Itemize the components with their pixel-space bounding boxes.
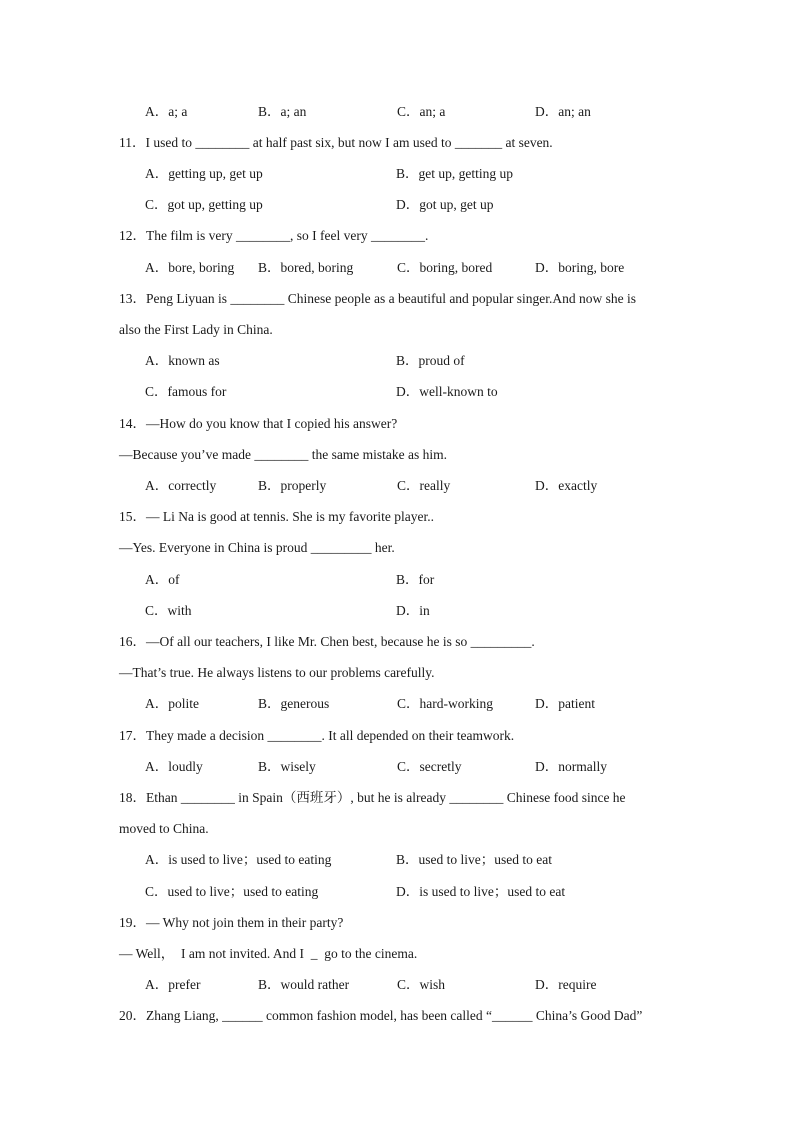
q14-option-c: C．really [397, 478, 451, 493]
q15-option-a: A．of [145, 572, 180, 587]
q12-stem: 12．The film is very ________, so I feel very ________. [119, 228, 429, 243]
q16-option-d: D．patient [535, 696, 595, 711]
q19-options [145, 975, 705, 995]
q16-options [145, 694, 705, 714]
q18-stem-line2: moved to China. [119, 821, 209, 836]
q15-stem-line2: —Yes. Everyone in China is proud _________ her. [119, 540, 395, 555]
q16-option-a: A．polite [145, 696, 199, 711]
q10-option-d: D．an; an [535, 104, 591, 119]
q14-option-d: D．exactly [535, 478, 598, 493]
q17-option-d: D．normally [535, 759, 607, 774]
q14-stem-line1: 14．—How do you know that I copied his answer? [119, 416, 398, 431]
q13-option-b: B．proud of [396, 353, 465, 368]
q11-option-c: C．got up, getting up [145, 197, 263, 212]
q17-option-c: C．secretly [397, 759, 462, 774]
q16-stem-line2: —That’s true. He always listens to our problems carefully. [119, 665, 435, 680]
q10-option-b: B．a; an [258, 104, 307, 119]
q16-option-c: C．hard-working [397, 696, 493, 711]
q19-option-a: A．prefer [145, 977, 201, 992]
q11-stem: 11．I used to ________ at half past six, but now I am used to _______ at seven. [119, 135, 553, 150]
q13-stem-line2: also the First Lady in China. [119, 322, 273, 337]
q11-option-b: B．get up, getting up [396, 166, 513, 181]
q13-option-a: A．known as [145, 353, 220, 368]
q18-option-a: A．is used to live；used to eating [145, 852, 332, 867]
q15-options-row1 [145, 570, 705, 590]
q13-options-row2 [145, 382, 705, 402]
q12-option-b: B．bored, boring [258, 260, 354, 275]
q15-option-b: B．for [396, 572, 435, 587]
q18-options-row1 [145, 850, 705, 870]
q12-option-a: A．bore, boring [145, 260, 235, 275]
q16-stem-line1: 16．—Of all our teachers, I like Mr. Chen best, because he is so _________. [119, 634, 535, 649]
q11-option-d: D．got up, get up [396, 197, 494, 212]
q19-stem-line1: 19．— Why not join them in their party? [119, 915, 344, 930]
q12-option-c: C．boring, bored [397, 260, 493, 275]
q13-options-row1 [145, 351, 705, 371]
q17-options [145, 757, 705, 777]
q18-options-row2 [145, 882, 705, 902]
q10-options [145, 102, 705, 122]
q20-stem: 20．Zhang Liang, ______ common fashion model, has been called “______ China’s Good Dad” [119, 1008, 643, 1023]
q10-option-c: C．an; a [397, 104, 446, 119]
q17-stem: 17．They made a decision ________. It all depended on their teamwork. [119, 728, 515, 743]
q11-option-a: A．getting up, get up [145, 166, 263, 181]
q17-option-a: A．loudly [145, 759, 203, 774]
q15-option-c: C．with [145, 603, 192, 618]
q11-options-row1 [145, 164, 705, 184]
q19-stem-line2: — Well， I am not invited. And I _ go to the cinema. [119, 946, 418, 961]
q10-option-a: A．a; a [145, 104, 188, 119]
q19-option-c: C．wish [397, 977, 446, 992]
q15-option-d: D．in [396, 603, 430, 618]
q14-option-a: A．correctly [145, 478, 217, 493]
q17-option-b: B．wisely [258, 759, 316, 774]
q11-options-row2 [145, 195, 705, 215]
q12-option-d: D．boring, bore [535, 260, 625, 275]
q16-option-b: B．generous [258, 696, 330, 711]
q14-options [145, 476, 705, 496]
q12-options [145, 258, 705, 278]
q18-option-d: D．is used to live；used to eat [396, 884, 566, 899]
q14-stem-line2: —Because you’ve made ________ the same mistake as him. [119, 447, 448, 462]
q13-option-c: C．famous for [145, 384, 227, 399]
q18-stem-line1: 18．Ethan ________ in Spain（西班牙）, but he is already ________ Chinese food since he [119, 790, 626, 805]
q19-option-b: B．would rather [258, 977, 350, 992]
q15-stem-line1: 15．— Li Na is good at tennis. She is my favorite player.. [119, 509, 434, 524]
q14-option-b: B．properly [258, 478, 327, 493]
q18-option-b: B．used to live；used to eat [396, 852, 552, 867]
q18-option-c: C．used to live；used to eating [145, 884, 319, 899]
q13-stem-line1: 13．Peng Liyuan is ________ Chinese people as a beautiful and popular singer.And now she is [119, 291, 637, 306]
q15-options-row2 [145, 601, 705, 621]
q19-option-d: D．require [535, 977, 597, 992]
q13-option-d: D．well-known to [396, 384, 498, 399]
